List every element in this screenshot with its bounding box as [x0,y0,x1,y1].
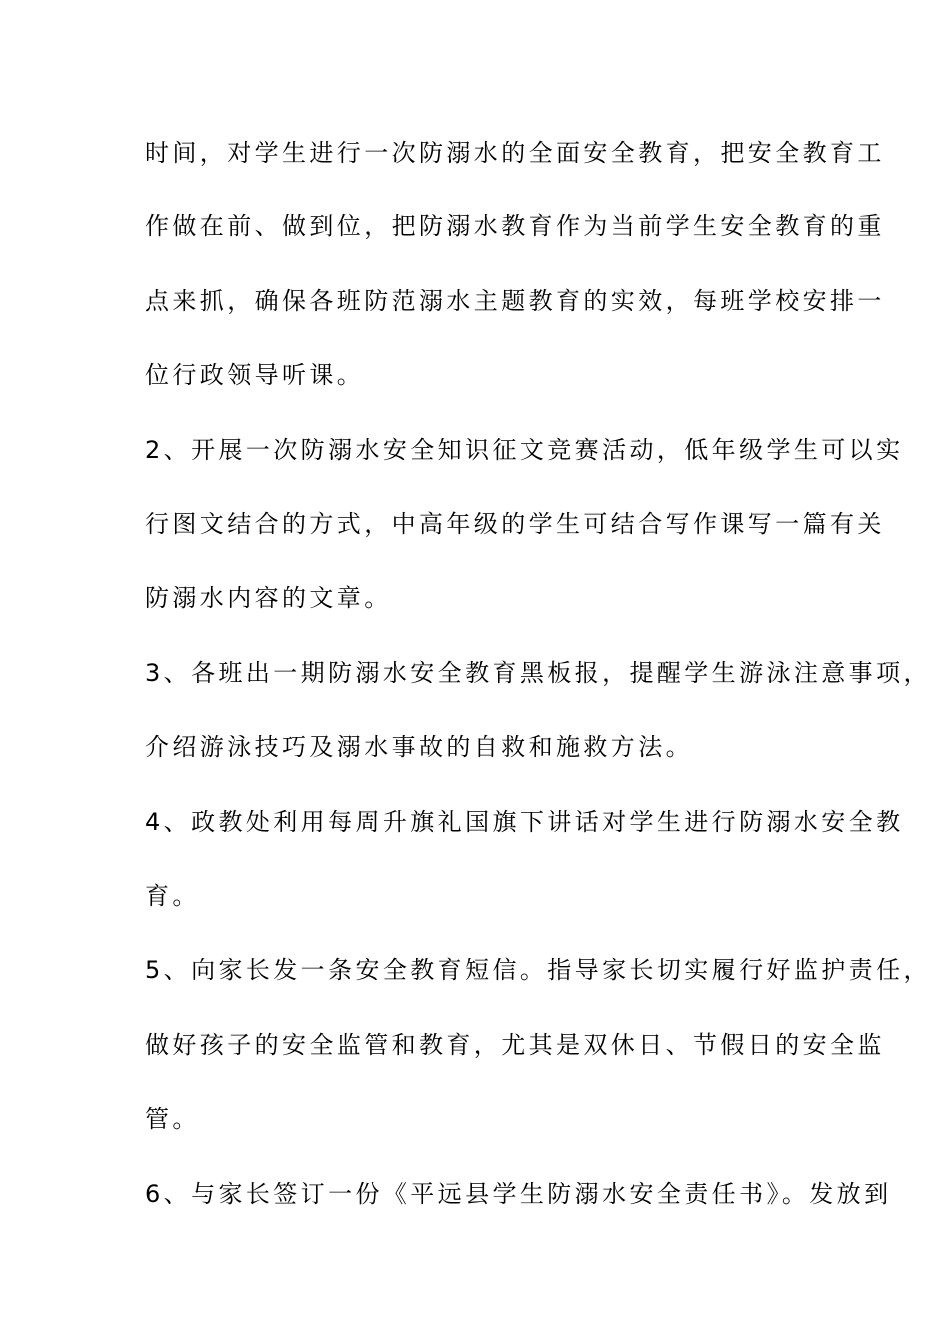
text-line: 做好孩子的安全监管和教育，尤其是双休日、节假日的安全监 [145,1031,885,1059]
text-line: 2、开展一次防溺水安全知识征文竞赛活动，低年级学生可以实 [145,436,904,464]
text-line: 时间，对学生进行一次防溺水的全面安全教育，把安全教育工 [145,139,885,167]
text-line: 4、政教处利用每周升旗礼国旗下讲话对学生进行防溺水安全教 [145,808,904,836]
text-line: 作做在前、做到位，把防溺水教育作为当前学生安全教育的重 [145,212,885,240]
text-line: 5、向家长发一条安全教育短信。指导家长切实履行好监护责任， [145,956,931,984]
text-line: 介绍游泳技巧及溺水事故的自救和施救方法。 [145,733,693,761]
text-line: 6、与家长签订一份《平远县学生防溺水安全责任书》。发放到 [145,1180,892,1208]
text-line: 3、各班出一期防溺水安全教育黑板报，提醒学生游泳注意事项， [145,659,931,687]
text-line: 育。 [145,882,200,910]
text-line: 点来抓，确保各班防范溺水主题教育的实效，每班学校安排一 [145,287,885,315]
text-line: 防溺水内容的文章。 [145,584,392,612]
text-line: 位行政领导听课。 [145,361,365,389]
text-line: 行图文结合的方式，中高年级的学生可结合写作课写一篇有关 [145,510,885,538]
text-line: 管。 [145,1105,200,1133]
